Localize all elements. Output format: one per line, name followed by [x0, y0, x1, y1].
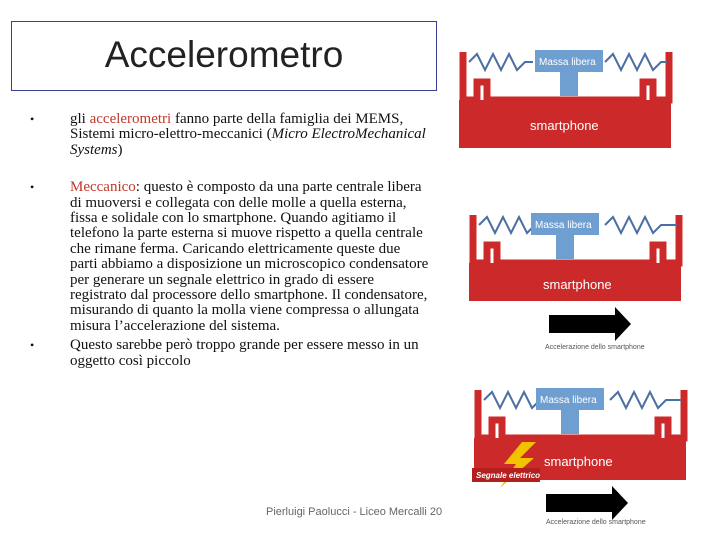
- free-mass-stem: [560, 72, 578, 96]
- spring-right: [605, 54, 667, 70]
- slide-title: Accelerometro: [104, 34, 344, 75]
- mass-label: Massa libera: [535, 220, 592, 231]
- accelerometer-figure-signal: [470, 380, 690, 530]
- bullet-text: gli: [70, 111, 90, 127]
- mass-label: Massa libera: [540, 395, 597, 406]
- meccanico-term: Meccanico: [70, 179, 136, 196]
- phone-label: smartphone: [530, 118, 599, 133]
- spring-left: [469, 54, 533, 70]
- mass-label: Massa libera: [539, 57, 596, 68]
- bullet-text: Questo sarebbe però troppo grande per essere messo in un oggetto così piccolo: [70, 337, 419, 369]
- accelerometer-figure-moving: [465, 205, 685, 353]
- spring-right: [605, 217, 677, 233]
- phone-label: smartphone: [543, 277, 612, 292]
- title-box: [11, 21, 437, 91]
- bullet-text: : questo è composto da una parte centrale libera di muoversi e collegata con delle molle a quella esterna, fissa e solidale con lo smartphone. Quando agitiamo il telefono la parte esterna si muove rispetto a quella centrale che rimane ferma. Caricando elettricamente queste due parti abbiamo a disposizione un microscopico condensatore per generare un segnale elettrico in grado di essere registrato dal processore dello smartphone. Il condensatore, misurando di quanto la molla viene compressa o allungata misura l’accelerazione del sistema.: [70, 179, 429, 334]
- free-mass-stem: [561, 410, 579, 434]
- bullet-dot: •: [30, 180, 35, 195]
- spring-right: [610, 392, 682, 408]
- free-mass-stem: [556, 235, 574, 259]
- accelerometri-term: accelerometri: [89, 111, 172, 127]
- bullet-size: [30, 338, 430, 369]
- bullet-text: ): [117, 141, 123, 158]
- acceleration-arrow-icon: [549, 307, 631, 341]
- bullet-list: [30, 112, 430, 391]
- acceleration-arrow-icon: [546, 486, 628, 520]
- bullet-dot: •: [30, 112, 35, 126]
- mems-english: Micro ElectroMechanical Systems: [70, 126, 426, 158]
- bullet-dot: •: [30, 338, 35, 353]
- acceleration-label: Accelerazione dello smartphone: [546, 519, 646, 526]
- accelerometer-figure-rest: [455, 42, 675, 152]
- signal-label: Segnale elettrico: [476, 471, 541, 480]
- bullet-text: fanno parte della famiglia dei MEMS, Sistemi micro-elettro-meccanici (: [70, 111, 404, 143]
- bullet-mems: [30, 112, 430, 158]
- slide-footer: Pierluigi Paolucci - Liceo Mercalli 20: [266, 506, 443, 518]
- acceleration-label: Accelerazione dello smartphone: [545, 344, 645, 351]
- phone-label: smartphone: [544, 454, 613, 469]
- bullet-meccanico: [30, 180, 430, 334]
